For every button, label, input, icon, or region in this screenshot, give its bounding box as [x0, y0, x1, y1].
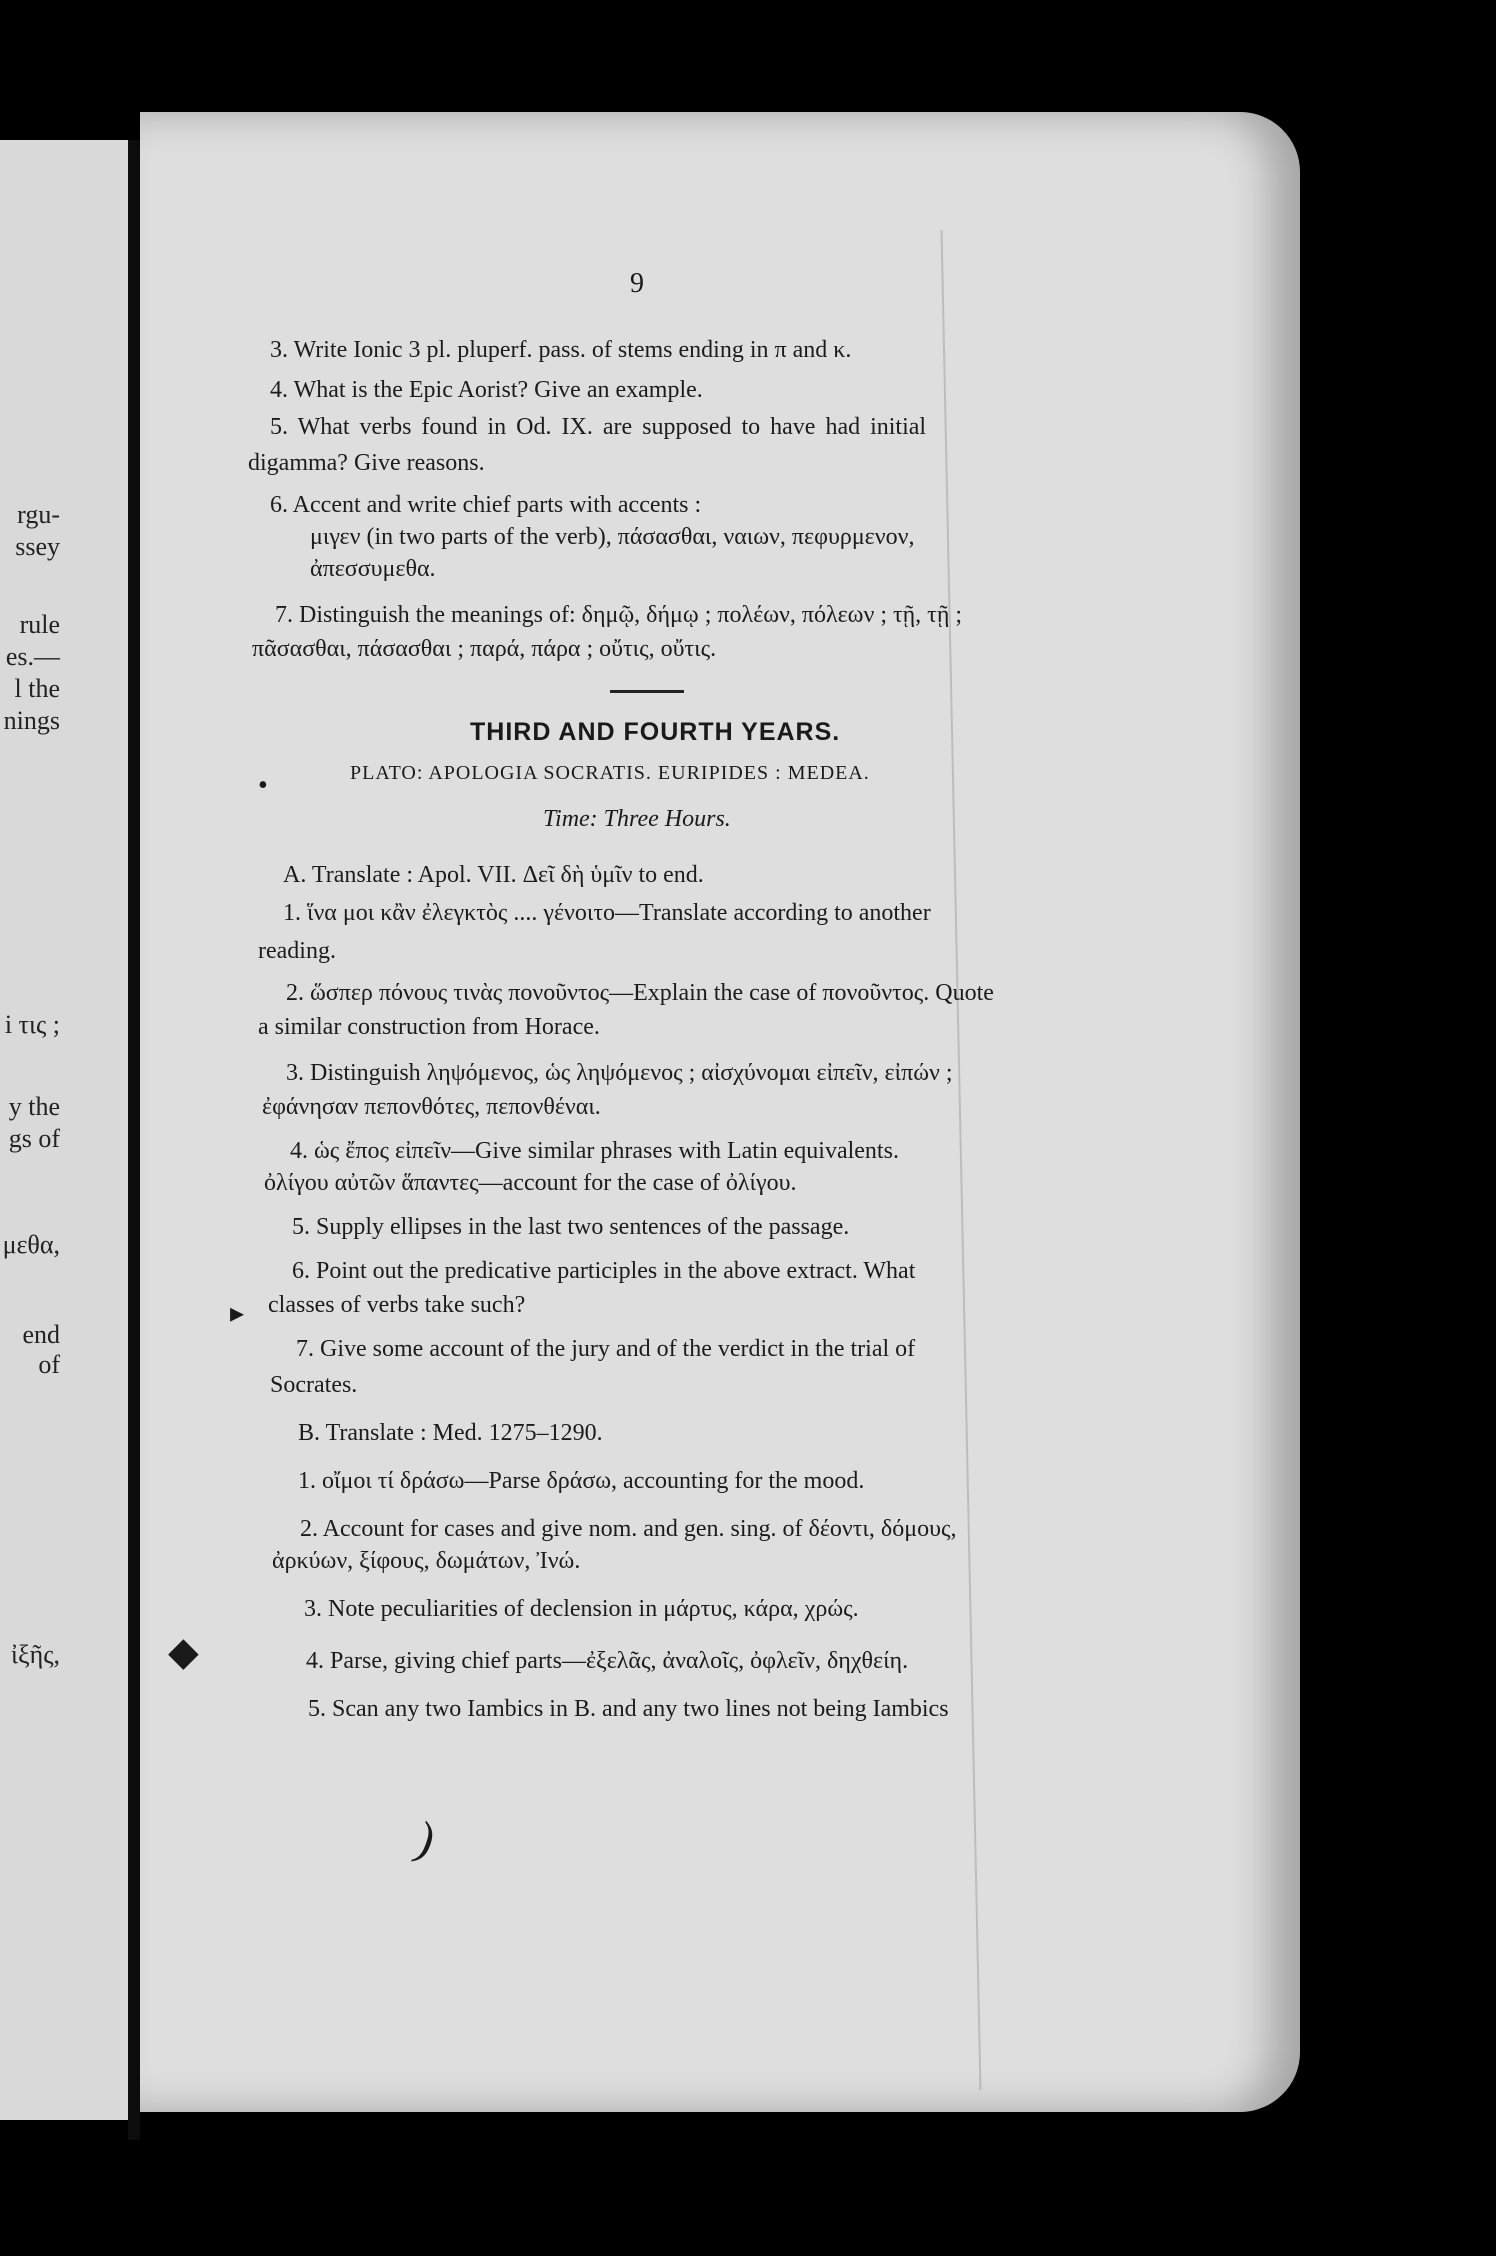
- margin-fragment: l the: [14, 674, 60, 703]
- page-crease: [941, 230, 982, 2090]
- ink-spot-icon: •: [258, 770, 268, 801]
- question-line: ἐφάνησαν πεπονθότες, πεπονθέναι.: [262, 1094, 601, 1120]
- page-number: 9: [630, 268, 644, 299]
- time-allowed: Time: Three Hours.: [543, 806, 731, 832]
- section-subheading: PLATO: APOLOGIA SOCRATIS. EURIPIDES : MEDEA.: [350, 762, 870, 784]
- question-line: 6. Accent and write chief parts with accents :: [270, 492, 702, 518]
- question-line: 1. οἴμοι τί δράσω—Parse δράσω, accounting for the mood.: [298, 1468, 865, 1494]
- question-line: πᾶσασθαι, πάσασθαι ; παρά, πάρα ; οὔτις, οὔτις.: [252, 636, 717, 662]
- question-line: reading.: [258, 938, 336, 964]
- question-line: ὀλίγου αὐτῶν ἅπαντες—account for the case of ὀλίγου.: [264, 1170, 797, 1196]
- margin-fragment: rgu-: [17, 500, 60, 529]
- margin-fragment: end of: [22, 1320, 60, 1379]
- margin-fragment: gs of: [8, 1124, 60, 1153]
- question-line: ἀπεσσυμεθα.: [310, 556, 436, 582]
- margin-fragment: es.—: [5, 642, 60, 671]
- section-divider: [610, 690, 684, 693]
- margin-fragment: i τις ;: [4, 1010, 60, 1039]
- question-line: 4. Parse, giving chief parts—ἐξελᾶς, ἀναλοῖς, ὀφλεῖν, δηχθείη.: [306, 1648, 909, 1674]
- margin-fragment: μεθα,: [2, 1230, 60, 1259]
- pencil-mark-icon: ▸: [230, 1298, 245, 1329]
- question-line: 4. ὡς ἔπος εἰπεῖν—Give similar phrases with Latin equivalents.: [290, 1138, 899, 1164]
- margin-fragment: ἰξῆς,: [11, 1640, 60, 1669]
- question-line: ἀρκύων, ξίφους, δωμάτων, Ἰνώ.: [272, 1548, 581, 1574]
- question-line: 3. Write Ionic 3 pl. pluperf. pass. of stems ending in π and κ.: [270, 337, 852, 363]
- question-line: Socrates.: [270, 1372, 358, 1398]
- section-heading: THIRD AND FOURTH YEARS.: [470, 718, 841, 746]
- question-line: 4. What is the Epic Aorist? Give an example.: [270, 377, 703, 403]
- question-line: 1. ἵνα μοι κἂν ἐλεγκτὸς .... γένοιτο—Translate according to another: [283, 900, 931, 926]
- pencil-tick-icon: ): [409, 1811, 443, 1868]
- question-line: B. Translate : Med. 1275–1290.: [298, 1420, 603, 1446]
- question-line: 3. Distinguish ληψόμενος, ὡς ληψόμενος ; αἰσχύνομαι εἰπεῖν, εἰπών ;: [286, 1060, 953, 1086]
- question-line: classes of verbs take such?: [268, 1292, 526, 1318]
- book-gutter: [128, 140, 140, 2140]
- question-line: 6. Point out the predicative participles in the above extract. What: [292, 1258, 916, 1284]
- margin-fragment: ssey: [15, 532, 60, 561]
- question-line: a similar construction from Horace.: [258, 1014, 600, 1040]
- question-line: digamma? Give reasons.: [248, 450, 485, 476]
- question-line: A. Translate : Apol. VII. Δεῖ δὴ ὑμῖν to end.: [283, 862, 704, 888]
- margin-fragment: rule: [19, 610, 60, 639]
- question-line: 7. Give some account of the jury and of the verdict in the trial of: [296, 1336, 916, 1362]
- question-line: 7. Distinguish the meanings of: δημῷ, δήμῳ ; πολέων, πόλεων ; τῇ, τῇ ;: [275, 602, 963, 628]
- question-line: 2. Account for cases and give nom. and gen. sing. of δέοντι, δόμους,: [300, 1516, 957, 1542]
- question-line: 5. Scan any two Iambics in B. and any two lines not being Iambics: [308, 1696, 949, 1722]
- question-line: 5. Supply ellipses in the last two sentences of the passage.: [292, 1214, 850, 1240]
- facing-page: [0, 140, 135, 2120]
- question-line: 2. ὥσπερ πόνους τινὰς πονοῦντος—Explain the case of πονοῦντος. Quote: [286, 980, 994, 1006]
- margin-fragment: y the: [8, 1092, 60, 1121]
- margin-fragment: nings: [3, 706, 60, 735]
- question-line: 3. Note peculiarities of declension in μάρτυς, κάρα, χρώς.: [304, 1596, 859, 1622]
- ink-blot-icon: ◆: [168, 1629, 199, 1674]
- question-line: 5. What verbs found in Od. IX. are supposed to have had initial: [270, 414, 927, 440]
- question-line: μιγεν (in two parts of the verb), πάσασθαι, ναιων, πεφυρμενον,: [310, 524, 915, 550]
